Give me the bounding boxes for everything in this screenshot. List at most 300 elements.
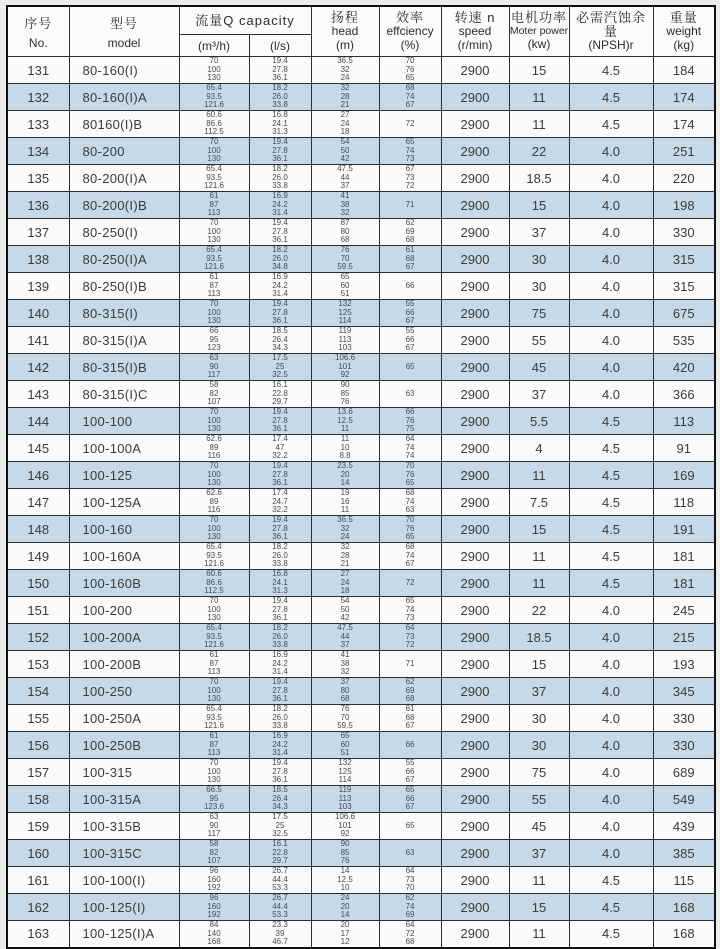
- cell-capacity-ls: 16.9 24.2 31.4: [249, 732, 311, 759]
- cell-motor-power: 4: [509, 435, 569, 462]
- cell-npsh: 4.5: [569, 408, 653, 435]
- col-model-zh: 型号: [109, 16, 138, 31]
- cell-motor-power: 75: [509, 759, 569, 786]
- cell-model: 80-160(I): [69, 57, 179, 84]
- cell-motor-power: 11: [509, 84, 569, 111]
- cell-motor-power: 75: [509, 300, 569, 327]
- cell-weight: 198: [653, 192, 715, 219]
- table-row: [7, 651, 715, 678]
- cell-head: 36.5 32 24: [311, 57, 379, 84]
- cell-model: 100-125A: [69, 489, 179, 516]
- cell-capacity-m3h: 65.4 93.5 121.6: [179, 705, 249, 732]
- cell-weight: 220: [653, 165, 715, 192]
- cell-capacity-m3h: 62.6 89 116: [179, 489, 249, 516]
- cell-efficiency: 61 68 67: [379, 246, 441, 273]
- cell-capacity-m3h: 65.4 93.5 121.6: [179, 246, 249, 273]
- cell-npsh: 4.5: [569, 84, 653, 111]
- cell-npsh: 4.0: [569, 381, 653, 408]
- table-row: [7, 57, 715, 84]
- cell-weight: 345: [653, 678, 715, 705]
- cell-head: 76 70 59.5: [311, 705, 379, 732]
- cell-no: 156: [7, 732, 69, 759]
- cell-motor-power: 37: [509, 678, 569, 705]
- cell-capacity-ls: 18.2 26.0 33.8: [249, 705, 311, 732]
- col-header-ls: (l/s): [249, 35, 311, 57]
- cell-efficiency: 65 66 67: [379, 786, 441, 813]
- cell-speed: 2900: [441, 624, 509, 651]
- cell-model: 80-250(I)A: [69, 246, 179, 273]
- cell-capacity-ls: 19.4 27.8 36.1: [249, 138, 311, 165]
- cell-model: 80160(I)B: [69, 111, 179, 138]
- cell-head: 32 28 21: [311, 543, 379, 570]
- cell-npsh: 4.5: [569, 516, 653, 543]
- cell-npsh: 4.5: [569, 111, 653, 138]
- cell-weight: 245: [653, 597, 715, 624]
- cell-weight: 91: [653, 435, 715, 462]
- col-head-zh: 扬程: [331, 10, 360, 25]
- cell-weight: 174: [653, 111, 715, 138]
- cell-motor-power: 37: [509, 840, 569, 867]
- cell-efficiency: 72: [379, 111, 441, 138]
- cell-no: 133: [7, 111, 69, 138]
- col-eff-zh: 效率: [396, 10, 425, 25]
- cell-efficiency: 68 74 67: [379, 543, 441, 570]
- table-row: [7, 678, 715, 705]
- cell-speed: 2900: [441, 705, 509, 732]
- cell-npsh: 4.0: [569, 273, 653, 300]
- cell-model: 80-200(I)A: [69, 165, 179, 192]
- cell-speed: 2900: [441, 165, 509, 192]
- cell-npsh: 4.0: [569, 219, 653, 246]
- table-body: [7, 57, 715, 948]
- col-power-unit: (kw): [527, 37, 551, 52]
- cell-motor-power: 55: [509, 786, 569, 813]
- cell-weight: 191: [653, 516, 715, 543]
- cell-weight: 115: [653, 867, 715, 894]
- cell-motor-power: 30: [509, 732, 569, 759]
- cell-npsh: 4.0: [569, 165, 653, 192]
- cell-npsh: 4.0: [569, 678, 653, 705]
- cell-no: 146: [7, 462, 69, 489]
- cell-head: 32 28 21: [311, 84, 379, 111]
- cell-no: 154: [7, 678, 69, 705]
- col-header-efficiency: [379, 6, 441, 57]
- cell-efficiency: 66: [379, 732, 441, 759]
- cell-capacity-ls: 19.4 27.8 36.1: [249, 408, 311, 435]
- cell-head: 47.5 44 37: [311, 624, 379, 651]
- col-head-unit: (m): [336, 37, 355, 52]
- cell-speed: 2900: [441, 300, 509, 327]
- cell-speed: 2900: [441, 570, 509, 597]
- cell-speed: 2900: [441, 192, 509, 219]
- cell-motor-power: 15: [509, 651, 569, 678]
- cell-efficiency: 65 74 73: [379, 138, 441, 165]
- table-row: [7, 84, 715, 111]
- cell-model: 100-250B: [69, 732, 179, 759]
- cell-model: 100-125(I)A: [69, 921, 179, 948]
- cell-efficiency: 64 73 72: [379, 624, 441, 651]
- cell-speed: 2900: [441, 651, 509, 678]
- col-no-zh: 序号: [24, 16, 53, 31]
- table-row: [7, 192, 715, 219]
- col-power-en: Moter power: [509, 25, 569, 38]
- cell-capacity-ls: 16.9 24.2 31.4: [249, 273, 311, 300]
- cell-capacity-ls: 17.5 25 32.5: [249, 354, 311, 381]
- table-row: [7, 516, 715, 543]
- cell-capacity-m3h: 63 90 117: [179, 354, 249, 381]
- cell-capacity-ls: 19.4 27.8 36.1: [249, 219, 311, 246]
- table-row: [7, 165, 715, 192]
- table-row: [7, 813, 715, 840]
- cell-no: 142: [7, 354, 69, 381]
- cell-model: 100-160B: [69, 570, 179, 597]
- cell-capacity-m3h: 58 82 107: [179, 840, 249, 867]
- cell-no: 152: [7, 624, 69, 651]
- cell-weight: 315: [653, 246, 715, 273]
- cell-capacity-ls: 18.2 26.0 34.8: [249, 246, 311, 273]
- cell-head: 11 10 8.8: [311, 435, 379, 462]
- table-row: [7, 921, 715, 948]
- table-row: [7, 759, 715, 786]
- cell-capacity-ls: 17.4 47 32.2: [249, 435, 311, 462]
- cell-capacity-ls: 16.9 24.2 31.4: [249, 192, 311, 219]
- cell-capacity-m3h: 96 160 192: [179, 894, 249, 921]
- pump-spec-table: [6, 5, 716, 949]
- cell-efficiency: 72: [379, 570, 441, 597]
- cell-capacity-m3h: 84 140 168: [179, 921, 249, 948]
- cell-motor-power: 22: [509, 597, 569, 624]
- cell-weight: 181: [653, 543, 715, 570]
- col-header-capacity: [179, 6, 311, 35]
- cell-capacity-ls: 17.5 25 32.5: [249, 813, 311, 840]
- table-row: [7, 327, 715, 354]
- table-row: [7, 732, 715, 759]
- cell-capacity-m3h: 70 100 130: [179, 408, 249, 435]
- cell-weight: 118: [653, 489, 715, 516]
- cell-efficiency: 71: [379, 192, 441, 219]
- table-row: [7, 435, 715, 462]
- cell-capacity-m3h: 70 100 130: [179, 759, 249, 786]
- cell-npsh: 4.0: [569, 732, 653, 759]
- cell-model: 100-315B: [69, 813, 179, 840]
- cell-model: 80-200: [69, 138, 179, 165]
- cell-capacity-ls: 17.4 24.7 32.2: [249, 489, 311, 516]
- cell-speed: 2900: [441, 732, 509, 759]
- cell-npsh: 4.0: [569, 192, 653, 219]
- col-header-weight: [653, 6, 715, 57]
- cell-weight: 168: [653, 921, 715, 948]
- cell-head: 13.6 12.5 11: [311, 408, 379, 435]
- cell-head: 14 12.5 10: [311, 867, 379, 894]
- cell-npsh: 4.0: [569, 705, 653, 732]
- cell-weight: 169: [653, 462, 715, 489]
- cell-weight: 251: [653, 138, 715, 165]
- col-eff-unit: (%): [400, 37, 420, 52]
- cell-no: 131: [7, 57, 69, 84]
- col-header-head: [311, 6, 379, 57]
- cell-model: 100-100A: [69, 435, 179, 462]
- cell-no: 149: [7, 543, 69, 570]
- col-eff-en: effciency: [386, 24, 434, 38]
- cell-capacity-ls: 18.5 26.4 34.3: [249, 327, 311, 354]
- cell-motor-power: 45: [509, 354, 569, 381]
- table-row: [7, 462, 715, 489]
- cell-efficiency: 63: [379, 381, 441, 408]
- cell-npsh: 4.5: [569, 921, 653, 948]
- cell-efficiency: 65 74 73: [379, 597, 441, 624]
- cell-model: 80-315(I)B: [69, 354, 179, 381]
- cell-speed: 2900: [441, 759, 509, 786]
- cell-motor-power: 11: [509, 570, 569, 597]
- cell-motor-power: 11: [509, 921, 569, 948]
- cell-npsh: 4.5: [569, 57, 653, 84]
- cell-model: 80-160(I)A: [69, 84, 179, 111]
- cell-capacity-ls: 19.4 27.8 36.1: [249, 516, 311, 543]
- cell-motor-power: 18.5: [509, 165, 569, 192]
- cell-npsh: 4.5: [569, 489, 653, 516]
- cell-capacity-m3h: 70 100 130: [179, 300, 249, 327]
- cell-efficiency: 66: [379, 273, 441, 300]
- cell-no: 150: [7, 570, 69, 597]
- cell-motor-power: 15: [509, 894, 569, 921]
- cell-npsh: 4.0: [569, 138, 653, 165]
- cell-model: 80-315(I)A: [69, 327, 179, 354]
- cell-npsh: 4.0: [569, 597, 653, 624]
- cell-no: 139: [7, 273, 69, 300]
- col-header-npsh: [569, 6, 653, 57]
- cell-no: 157: [7, 759, 69, 786]
- col-header-no: [7, 6, 69, 57]
- cell-capacity-m3h: 65.4 93.5 121.6: [179, 624, 249, 651]
- cell-capacity-ls: 26.7 44.4 53.3: [249, 867, 311, 894]
- cell-no: 163: [7, 921, 69, 948]
- table-row: [7, 381, 715, 408]
- cell-speed: 2900: [441, 489, 509, 516]
- col-no-en: No.: [28, 36, 48, 50]
- cell-efficiency: 61 68 67: [379, 705, 441, 732]
- cell-weight: 330: [653, 705, 715, 732]
- cell-no: 158: [7, 786, 69, 813]
- cell-model: 100-160: [69, 516, 179, 543]
- cell-model: 80-200(I)B: [69, 192, 179, 219]
- cell-motor-power: 55: [509, 327, 569, 354]
- cell-no: 162: [7, 894, 69, 921]
- cell-npsh: 4.0: [569, 246, 653, 273]
- cell-weight: 689: [653, 759, 715, 786]
- cell-efficiency: 55 66 67: [379, 759, 441, 786]
- cell-capacity-ls: 16.1 22.8 29.7: [249, 840, 311, 867]
- cell-capacity-m3h: 61 87 113: [179, 651, 249, 678]
- cell-motor-power: 5.5: [509, 408, 569, 435]
- cell-efficiency: 55 66 67: [379, 300, 441, 327]
- cell-motor-power: 37: [509, 381, 569, 408]
- col-header-speed: [441, 6, 509, 57]
- cell-head: 20 17 12: [311, 921, 379, 948]
- col-header-m3h: (m³/h): [179, 35, 249, 57]
- cell-motor-power: 11: [509, 543, 569, 570]
- cell-npsh: 4.0: [569, 300, 653, 327]
- cell-capacity-ls: 16.9 24.2 31.4: [249, 651, 311, 678]
- cell-efficiency: 68 74 67: [379, 84, 441, 111]
- cell-capacity-ls: 16.8 24.1 31.3: [249, 570, 311, 597]
- cell-npsh: 4.0: [569, 624, 653, 651]
- cell-capacity-m3h: 65.4 93.5 121.6: [179, 543, 249, 570]
- cell-head: 76 70 59.5: [311, 246, 379, 273]
- cell-speed: 2900: [441, 57, 509, 84]
- cell-model: 100-100(I): [69, 867, 179, 894]
- cell-weight: 113: [653, 408, 715, 435]
- cell-no: 140: [7, 300, 69, 327]
- cell-model: 100-100: [69, 408, 179, 435]
- cell-capacity-ls: 26.7 44.4 53.3: [249, 894, 311, 921]
- cell-speed: 2900: [441, 354, 509, 381]
- cell-weight: 215: [653, 624, 715, 651]
- cell-efficiency: 65: [379, 354, 441, 381]
- cell-capacity-ls: 18.5 26.4 34.3: [249, 786, 311, 813]
- col-npsh-en: (NPSH)r: [588, 37, 634, 52]
- table-row: [7, 543, 715, 570]
- cell-head: 65 60 51: [311, 273, 379, 300]
- cell-head: 36.5 32 24: [311, 516, 379, 543]
- cell-npsh: 4.0: [569, 840, 653, 867]
- cell-head: 119 113 103: [311, 327, 379, 354]
- cell-motor-power: 15: [509, 516, 569, 543]
- cell-capacity-m3h: 60.6 86.6 112.5: [179, 111, 249, 138]
- cell-no: 132: [7, 84, 69, 111]
- cell-head: 24 20 14: [311, 894, 379, 921]
- table-row: [7, 624, 715, 651]
- cell-speed: 2900: [441, 840, 509, 867]
- cell-efficiency: 67 73 72: [379, 165, 441, 192]
- cell-capacity-m3h: 70 100 130: [179, 57, 249, 84]
- cell-no: 143: [7, 381, 69, 408]
- cell-head: 90 85 76: [311, 840, 379, 867]
- cell-capacity-m3h: 70 100 130: [179, 138, 249, 165]
- cell-efficiency: 62 69 68: [379, 678, 441, 705]
- cell-model: 100-200: [69, 597, 179, 624]
- cell-capacity-m3h: 61 87 113: [179, 273, 249, 300]
- col-model-en: model: [107, 36, 141, 50]
- cell-head: 54 50 42: [311, 597, 379, 624]
- cell-efficiency: 66 76 75: [379, 408, 441, 435]
- cell-npsh: 4.5: [569, 543, 653, 570]
- cell-head: 90 85 76: [311, 381, 379, 408]
- cell-head: 54 50 42: [311, 138, 379, 165]
- cell-motor-power: 22: [509, 138, 569, 165]
- cell-speed: 2900: [441, 435, 509, 462]
- cell-capacity-m3h: 70 100 130: [179, 219, 249, 246]
- cell-head: 119 113 103: [311, 786, 379, 813]
- cell-speed: 2900: [441, 678, 509, 705]
- cell-no: 153: [7, 651, 69, 678]
- cell-capacity-m3h: 60.6 86.6 112.5: [179, 570, 249, 597]
- col-speed-en: speed: [458, 24, 492, 38]
- cell-speed: 2900: [441, 327, 509, 354]
- cell-efficiency: 68 74 63: [379, 489, 441, 516]
- table-row: [7, 705, 715, 732]
- cell-weight: 168: [653, 894, 715, 921]
- col-power-zh: 电机功率: [511, 10, 568, 26]
- col-weight-en: weight: [666, 24, 702, 38]
- cell-efficiency: 62 69 68: [379, 219, 441, 246]
- cell-efficiency: 70 76 65: [379, 57, 441, 84]
- cell-head: 87 80 68: [311, 219, 379, 246]
- cell-speed: 2900: [441, 273, 509, 300]
- cell-weight: 439: [653, 813, 715, 840]
- cell-efficiency: 63: [379, 840, 441, 867]
- cell-head: 37 80 68: [311, 678, 379, 705]
- cell-speed: 2900: [441, 921, 509, 948]
- cell-efficiency: 70 76 65: [379, 462, 441, 489]
- cell-motor-power: 30: [509, 705, 569, 732]
- cell-npsh: 4.5: [569, 435, 653, 462]
- cell-motor-power: 45: [509, 813, 569, 840]
- cell-capacity-ls: 18.2 26.0 33.8: [249, 624, 311, 651]
- col-capacity-title: 流量Q capacity: [195, 12, 295, 28]
- cell-capacity-ls: 19.4 27.8 36.1: [249, 678, 311, 705]
- cell-motor-power: 30: [509, 273, 569, 300]
- cell-head: 27 24 18: [311, 570, 379, 597]
- cell-speed: 2900: [441, 597, 509, 624]
- cell-capacity-ls: 19.4 27.8 36.1: [249, 57, 311, 84]
- cell-no: 138: [7, 246, 69, 273]
- cell-head: 47.5 44 37: [311, 165, 379, 192]
- cell-capacity-m3h: 58 82 107: [179, 381, 249, 408]
- cell-capacity-m3h: 61 87 113: [179, 732, 249, 759]
- cell-weight: 330: [653, 219, 715, 246]
- cell-motor-power: 30: [509, 246, 569, 273]
- table-row: [7, 354, 715, 381]
- cell-speed: 2900: [441, 813, 509, 840]
- cell-motor-power: 11: [509, 111, 569, 138]
- cell-capacity-m3h: 70 100 130: [179, 516, 249, 543]
- cell-head: 132 125 114: [311, 759, 379, 786]
- cell-capacity-ls: 18.2 26.0 33.8: [249, 165, 311, 192]
- cell-no: 136: [7, 192, 69, 219]
- cell-weight: 385: [653, 840, 715, 867]
- cell-model: 100-315C: [69, 840, 179, 867]
- cell-weight: 535: [653, 327, 715, 354]
- cell-model: 100-315: [69, 759, 179, 786]
- table-row: [7, 867, 715, 894]
- cell-motor-power: 11: [509, 867, 569, 894]
- cell-model: 100-160A: [69, 543, 179, 570]
- cell-weight: 366: [653, 381, 715, 408]
- cell-capacity-m3h: 65.4 93.5 121.6: [179, 84, 249, 111]
- cell-motor-power: 7.5: [509, 489, 569, 516]
- cell-head: 106.6 101 92: [311, 354, 379, 381]
- cell-head: 41 38 32: [311, 192, 379, 219]
- cell-capacity-m3h: 62.6 89 116: [179, 435, 249, 462]
- cell-model: 80-250(I): [69, 219, 179, 246]
- cell-model: 100-250A: [69, 705, 179, 732]
- cell-no: 155: [7, 705, 69, 732]
- cell-weight: 181: [653, 570, 715, 597]
- cell-capacity-ls: 19.4 27.8 36.1: [249, 759, 311, 786]
- table-row: [7, 570, 715, 597]
- cell-weight: 420: [653, 354, 715, 381]
- col-header-model: [69, 6, 179, 57]
- table-row: [7, 219, 715, 246]
- cell-capacity-ls: 23.3 39 46.7: [249, 921, 311, 948]
- cell-no: 141: [7, 327, 69, 354]
- col-npsh-zh: 必需汽蚀余量: [576, 9, 647, 39]
- cell-speed: 2900: [441, 408, 509, 435]
- cell-motor-power: 37: [509, 219, 569, 246]
- table-row: [7, 138, 715, 165]
- cell-speed: 2900: [441, 219, 509, 246]
- cell-speed: 2900: [441, 246, 509, 273]
